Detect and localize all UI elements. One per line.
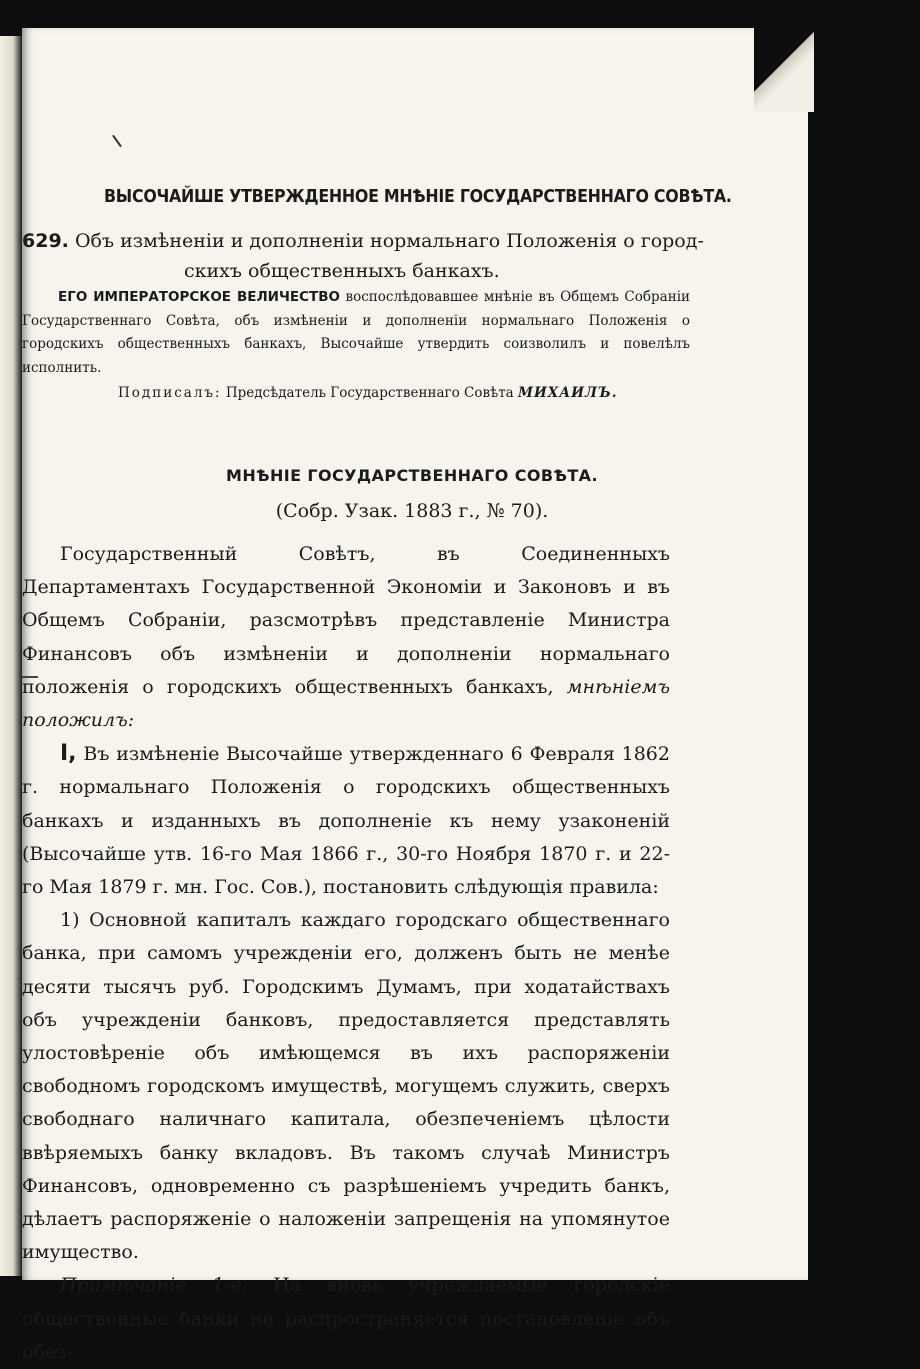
decree-title-line1: Объ измѣненіи и дополненіи нормальнаго Положенія о город- bbox=[74, 230, 704, 252]
preamble-caps: ЕГО ИМПЕРАТОРСКОЕ ВЕЛИЧЕСТВО bbox=[58, 289, 340, 305]
signature-line bbox=[118, 381, 718, 405]
folded-page-corner bbox=[754, 22, 814, 112]
decree-number: 629. bbox=[22, 230, 69, 252]
paragraph-rule-one bbox=[22, 904, 670, 1269]
signatory-name: МИХАИЛЪ. bbox=[518, 385, 618, 401]
note-label: Примѣчаніе 1-е. bbox=[60, 1274, 248, 1297]
source-reference: (Собр. Узак. 1883 г., № 70). bbox=[275, 500, 549, 522]
signed-text: Предсѣдатель Государственнаго Совѣта bbox=[225, 385, 514, 401]
paragraph-rule-one-text: 1) Основной капиталъ каждаго городскаго общественнаго банка, при самомъ учрежденіи его, долженъ быть не менѣе десяти тысячъ руб. Городскимъ Думамъ, при ходатайствахъ объ учрежденіи банковъ, предоставляется представлять улостовѣреніе объ имѣющемся въ ихъ распоряженіи свободномъ городскомъ имуществѣ, могущемъ служить, сверхъ свободнаго наличнаго капитала, обезпеченіемъ цѣлости ввѣряемыхъ банку вкладовъ. Въ такомъ случаѣ Министръ Финансовъ, одновременно съ разрѣшеніемъ учредить банкъ, дѣлаетъ распоряженіе о наложеніи запрещенія на упомянутое имущество. bbox=[22, 909, 670, 1264]
book-spine bbox=[0, 36, 22, 1276]
ink-mark bbox=[112, 135, 122, 148]
paragraph-section-one-text: Въ измѣненіе Высочайше утвержденнаго 6 Февраля 1862 г. нормальнаго Положенія о городскихъ общественныхъ банкахъ и изданныхъ въ дополненіе къ нему узаконеній (Высочайше утв. 16-го Мая 1866 г., 30-го Ноября 1870 г. и 22-го Мая 1879 г. мн. Гос. Сов.), постановить слѣдующія правила: bbox=[22, 743, 670, 899]
note-text: На вновь учреждаемые городскіе общественные банки не распространяется постановленіе объ обез- bbox=[22, 1274, 670, 1363]
decree-title-line2: скихъ общественныхъ банкахъ. bbox=[184, 260, 500, 282]
paragraph-council bbox=[22, 538, 670, 737]
opinion-heading: МНѢНІЕ ГОСУДАРСТВЕННАГО СОВѢТА. bbox=[226, 466, 598, 485]
document-page bbox=[22, 28, 808, 1363]
paragraph-council-italic: мнѣніемъ положилъ: bbox=[22, 675, 670, 732]
section-numeral: I, bbox=[60, 741, 77, 767]
page-heading: ВЫСОЧАЙШЕ УТВЕРЖДЕННОЕ МНѢНІЕ ГОСУДАРСТВЕННАГО СОВѢТА. bbox=[104, 186, 732, 207]
signed-label: Подписалъ: bbox=[118, 385, 222, 401]
paragraph-section-one bbox=[22, 737, 670, 904]
preamble-paragraph bbox=[22, 286, 690, 380]
preamble-text: воспослѣдовавшее мнѣніе въ Общемъ Собраніи Государственнаго Совѣта, объ измѣненіи и дополненіи нормальнаго Положенія о городскихъ общественныхъ банкахъ, Высочайше утвердить соизволилъ и повелѣлъ исполнить. bbox=[22, 289, 691, 376]
body-text bbox=[22, 538, 670, 1369]
paragraph-note bbox=[22, 1269, 670, 1369]
decree-title bbox=[22, 226, 722, 286]
paragraph-council-text: Государственный Совѣтъ, въ Соединенныхъ Департаментахъ Государственной Экономіи и Законовъ и въ Общемъ Собраніи, разсмотрѣвъ представленіе Министра Финансовъ объ измѣненіи и дополненіи нормальнаго положенія о городскихъ общественныхъ банкахъ, bbox=[22, 543, 670, 698]
